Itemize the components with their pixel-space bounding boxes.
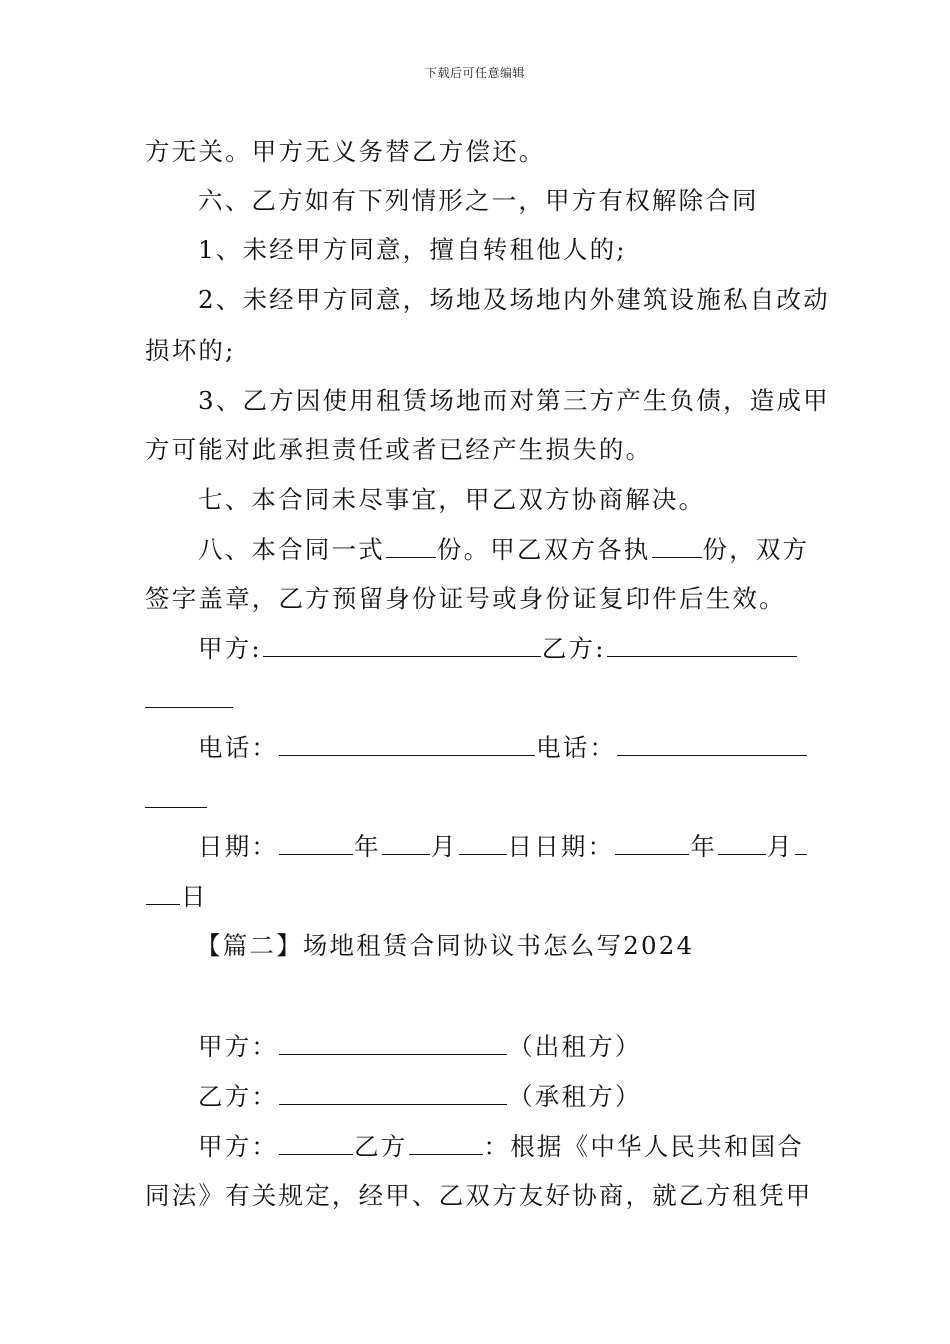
lessee-label: 乙方：	[198, 1082, 279, 1111]
year-b-label: 年	[690, 832, 718, 861]
party-b-blank-cont	[145, 706, 233, 708]
section-two-paragraph-line-1	[198, 1132, 804, 1162]
section-two-title: 【篇二】场地租赁合同协议书怎么写2024	[196, 931, 695, 960]
phone-b-label: 电话：	[536, 733, 617, 762]
lessor-blank	[279, 1032, 507, 1055]
each-copies-blank	[652, 535, 702, 558]
month-b-blank	[718, 832, 766, 855]
section-two-party-a-label: 甲方：	[198, 1132, 279, 1161]
page-header-note: 下载后可任意编辑	[424, 66, 525, 80]
clause-eight-text-a: 八、本合同一式	[198, 535, 385, 564]
signature-line-dates	[198, 832, 808, 862]
phone-a-label: 电话：	[198, 733, 279, 762]
signature-line-dates-cont	[145, 882, 208, 912]
date-a-label: 日期：	[198, 832, 279, 861]
lessor-label: 甲方：	[198, 1032, 279, 1061]
phone-b-blank	[617, 733, 807, 756]
party-b-label: 乙方:	[541, 634, 606, 663]
lessor-role: （出租方）	[508, 1032, 642, 1061]
month-a-blank	[382, 832, 430, 855]
year-a-label: 年	[354, 832, 381, 861]
year-a-blank	[279, 832, 353, 855]
section-two-party-b-label: 乙方	[354, 1132, 408, 1161]
lessor-line	[198, 1032, 642, 1062]
clause-six-item-2-cont: 损坏的;	[145, 336, 236, 365]
party-a-blank	[263, 634, 541, 657]
section-two-paragraph-line-2: 同法》有关规定，经甲、乙双方友好协商，就乙方租凭甲	[145, 1181, 813, 1210]
day-date-b-label: 日日期：	[507, 832, 615, 861]
paragraph-line: 方无关。甲方无义务替乙方偿还。	[145, 137, 546, 166]
phone-a-blank	[279, 733, 535, 756]
clause-six-item-2: 2、未经甲方同意，场地及场地内外建筑设施私自改动	[198, 285, 830, 314]
clause-eight-cont: 签字盖章，乙方预留身份证号或身份证复印件后生效。	[145, 584, 786, 613]
section-two-text: ：根据《中华人民共和国合	[483, 1132, 804, 1161]
clause-eight	[198, 535, 809, 565]
signature-line-phones	[198, 733, 808, 763]
clause-six-heading: 六、乙方如有下列情形之一，甲方有权解除合同	[198, 186, 759, 215]
day-b-blank	[795, 832, 807, 855]
day-b-label: 日	[181, 882, 208, 911]
day-b-blank-cont	[146, 882, 180, 905]
clause-seven: 七、本合同未尽事宜，甲乙双方协商解决。	[198, 485, 706, 514]
clause-six-item-3: 3、乙方因使用租赁场地而对第三方产生负债，造成甲	[198, 386, 830, 415]
party-a-label: 甲方:	[198, 634, 262, 663]
signature-line-parties	[198, 634, 798, 664]
clause-eight-text-b: 份。甲乙双方各执	[436, 535, 651, 564]
month-b-label: 月	[767, 832, 794, 861]
day-a-blank	[459, 832, 507, 855]
month-a-label: 月	[430, 832, 458, 861]
lessee-blank	[279, 1082, 507, 1105]
phone-b-blank-cont	[145, 806, 207, 808]
clause-six-item-3-cont: 方可能对此承担责任或者已经产生损失的。	[145, 435, 653, 464]
year-b-blank	[615, 832, 689, 855]
party-b-blank	[607, 634, 797, 657]
section-two-party-b-blank	[409, 1132, 483, 1155]
clause-eight-text-c: 份，双方	[702, 535, 810, 564]
section-two-party-a-blank	[279, 1132, 353, 1155]
clause-six-item-1: 1、未经甲方同意，擅自转租他人的;	[198, 235, 627, 264]
lessee-role: （承租方）	[508, 1082, 642, 1111]
copies-blank	[386, 535, 436, 558]
lessee-line	[198, 1082, 642, 1112]
